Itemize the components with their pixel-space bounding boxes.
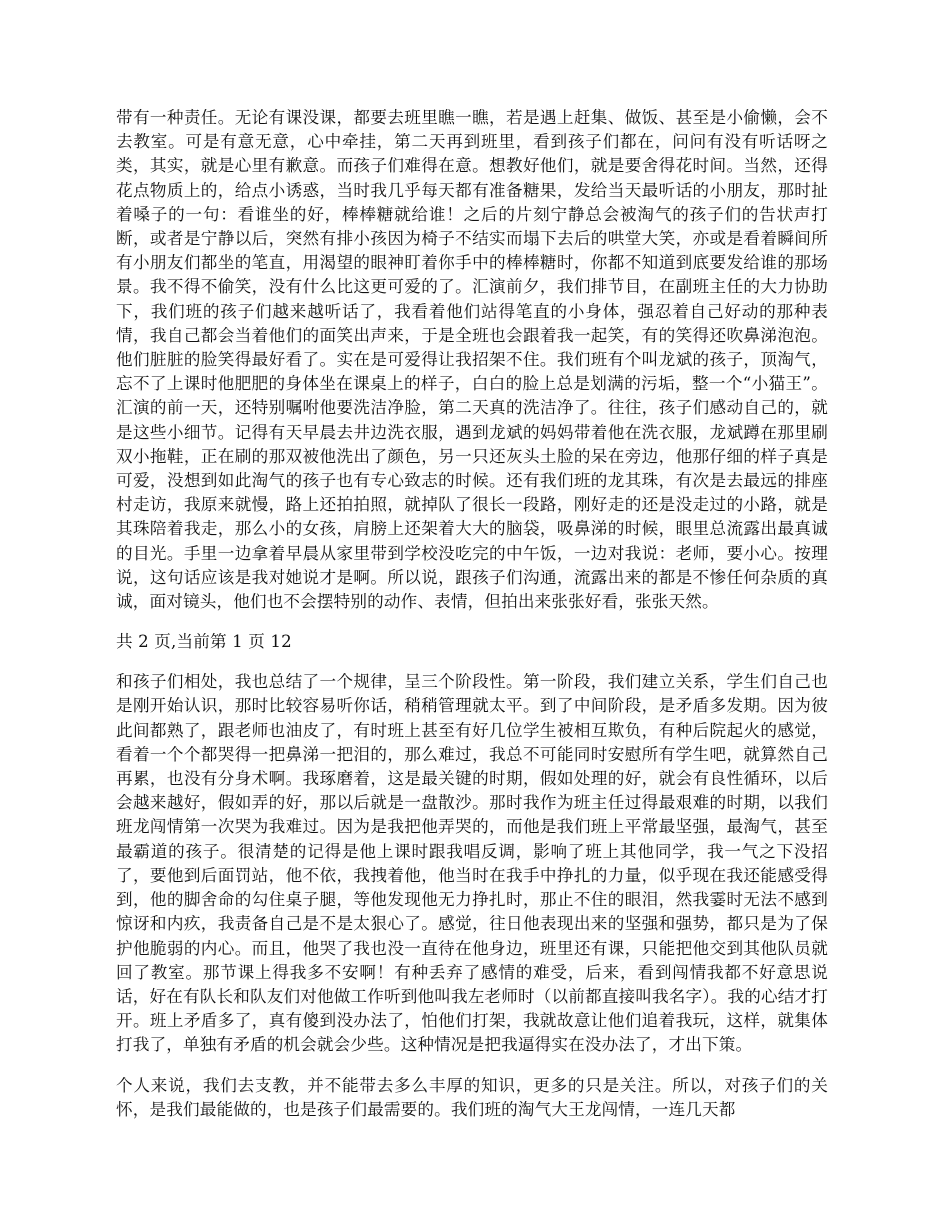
document-page [116,106,828,1122]
paragraph-2: 和孩子们相处，我也总结了一个规律，呈三个阶段性。第一阶段，我们建立关系，学生们自己也是刚开始认识，那时比较容易听你话，稍稍管理就太平。到了中间阶段，是矛盾多发期。因为彼此间都熟了，跟老师也油皮了，有时班上甚至有好几位学生被相互欺负，有种后院起火的感觉，看着一个个都哭得一把鼻涕一把泪的，那么难过，我总不可能同时安慰所有学生吧，就算然自己再累，也没有分身术啊。我琢磨着，这是最关键的时期，假如处理的好，就会有良性循环，以后会越来越好，假如弄的好，那以后就是一盘散沙。那时我作为班主任过得最艰难的时期，以我们班龙闯情第一次哭为我难过。因为是我把他弄哭的，而他是我们班上平常最坚强，最淘气，甚至最霸道的孩子。很清楚的记得是他上课时跟我唱反调，影响了班上其他同学，我一气之下没招了，要他到后面罚站，他不依，我拽着他，他当时在我手中挣扎的力量，似乎现在我还能感受得到，他的脚舍命的勾住桌子腿，等他发现他无力挣扎时，那止不住的眼泪，然我霎时无法不感到惊讶和内疚，我责备自己是不是太狠心了。感觉，往日他表现出来的坚强和强势，都只是为了保护他脆弱的内心。而且，他哭了我也没一直待在他身边，班里还有课，只能把他交到其他队员就回了教室。那节课上得我多不安啊！有种丢弃了感情的难受，后来，看到闯情我都不好意思说话，好在有队长和队友们对他做工作听到他叫我左老师时（以前都直接叫我名字）。我的心结才打开。班上矛盾多了，真有傻到没办法了，怕他们打架，我就故意让他们追着我玩，这样，就集体打我了，单独有矛盾的机会就会少些。这种情况是把我逼得实在没办法了，才出下策。 [116,672,828,1055]
paragraph-3: 个人来说，我们去支教，并不能带去多么丰厚的知识，更多的只是关注。所以，对孩子们的关怀，是我们最能做的，也是孩子们最需要的。我们班的淘气大王龙闯情，一连几天都 [116,1075,828,1119]
page-counter: 共 2 页,当前第 1 页 12 [116,632,292,652]
paragraph-1: 带有一种责任。无论有课没课，都要去班里瞧一瞧，若是遇上赶集、做饭、甚至是小偷懒，会不去教室。可是有意无意，心中牵挂，第二天再到班里，看到孩子们都在，问问有没有听话呀之类，其实，就是心里有歉意。而孩子们难得在意。想教好他们，就是要舍得花时间。当然，还得花点物质上的，给点小诱惑，当时我几乎每天都有准备糖果，发给当天最听话的小朋友，那时扯着嗓子的一句：看谁坐的好，棒棒糖就给谁！之后的片刻宁静总会被淘气的孩子们的告状声打断，或者是宁静以后，突然有排小孩因为椅子不结实而塌下去后的哄堂大笑，亦或是看着瞬间所有小朋友们都坐的笔直，用渴望的眼神盯着你手中的棒棒糖时，你都不知道到底要发给谁的那场景。我不得不偷笑，没有什么比这更可爱的了。汇演前夕，我们排节目，在副班主任的大力协助下，我们班的孩子们越来越听话了，我看着他们站得笔直的小身体，强忍着自己好动的那种表情，我自己都会当着他们的面笑出声来，于是全班也会跟着我一起笑，有的笑得还吹鼻涕泡泡。他们脏脏的脸笑得最好看了。实在是可爱得让我招架不住。我们班有个叫龙斌的孩子，顶淘气，忘不了上课时他肥肥的身体坐在课桌上的样子，白白的脸上总是划满的污垢，整一个“小猫王”。汇演的前一天，还特别嘱咐他要洗洁净脸，第二天真的洗洁净了。往往，孩子们感动自己的，就是这些小细节。记得有天早晨去井边洗衣服，遇到龙斌的妈妈带着他在洗衣服，龙斌蹲在那里刷双小拖鞋，正在刷的那双被他洗出了颜色，另一只还灰头土脸的呆在旁边，他那仔细的样子真是可爱，没想到如此淘气的孩子也有专心致志的时候。还有我们班的龙其珠，有次是去最远的排座村走访，我原来就慢，路上还拍拍照，就掉队了很长一段路，刚好走的还是没走过的小路，就是其珠陪着我走，那么小的女孩，肩膀上还架着大大的脑袋，吸鼻涕的时候，眼里总流露出最真诚的目光。手里一边拿着早晨从家里带到学校没吃完的中午饭，一边对我说：老师，要小心。按理说，这句话应该是我对她说才是啊。所以说，跟孩子们沟通，流露出来的都是不惨任何杂质的真诚，面对镜头，他们也不会摆特别的动作、表情，但拍出来张张好看，张张天然。 [116,108,828,612]
